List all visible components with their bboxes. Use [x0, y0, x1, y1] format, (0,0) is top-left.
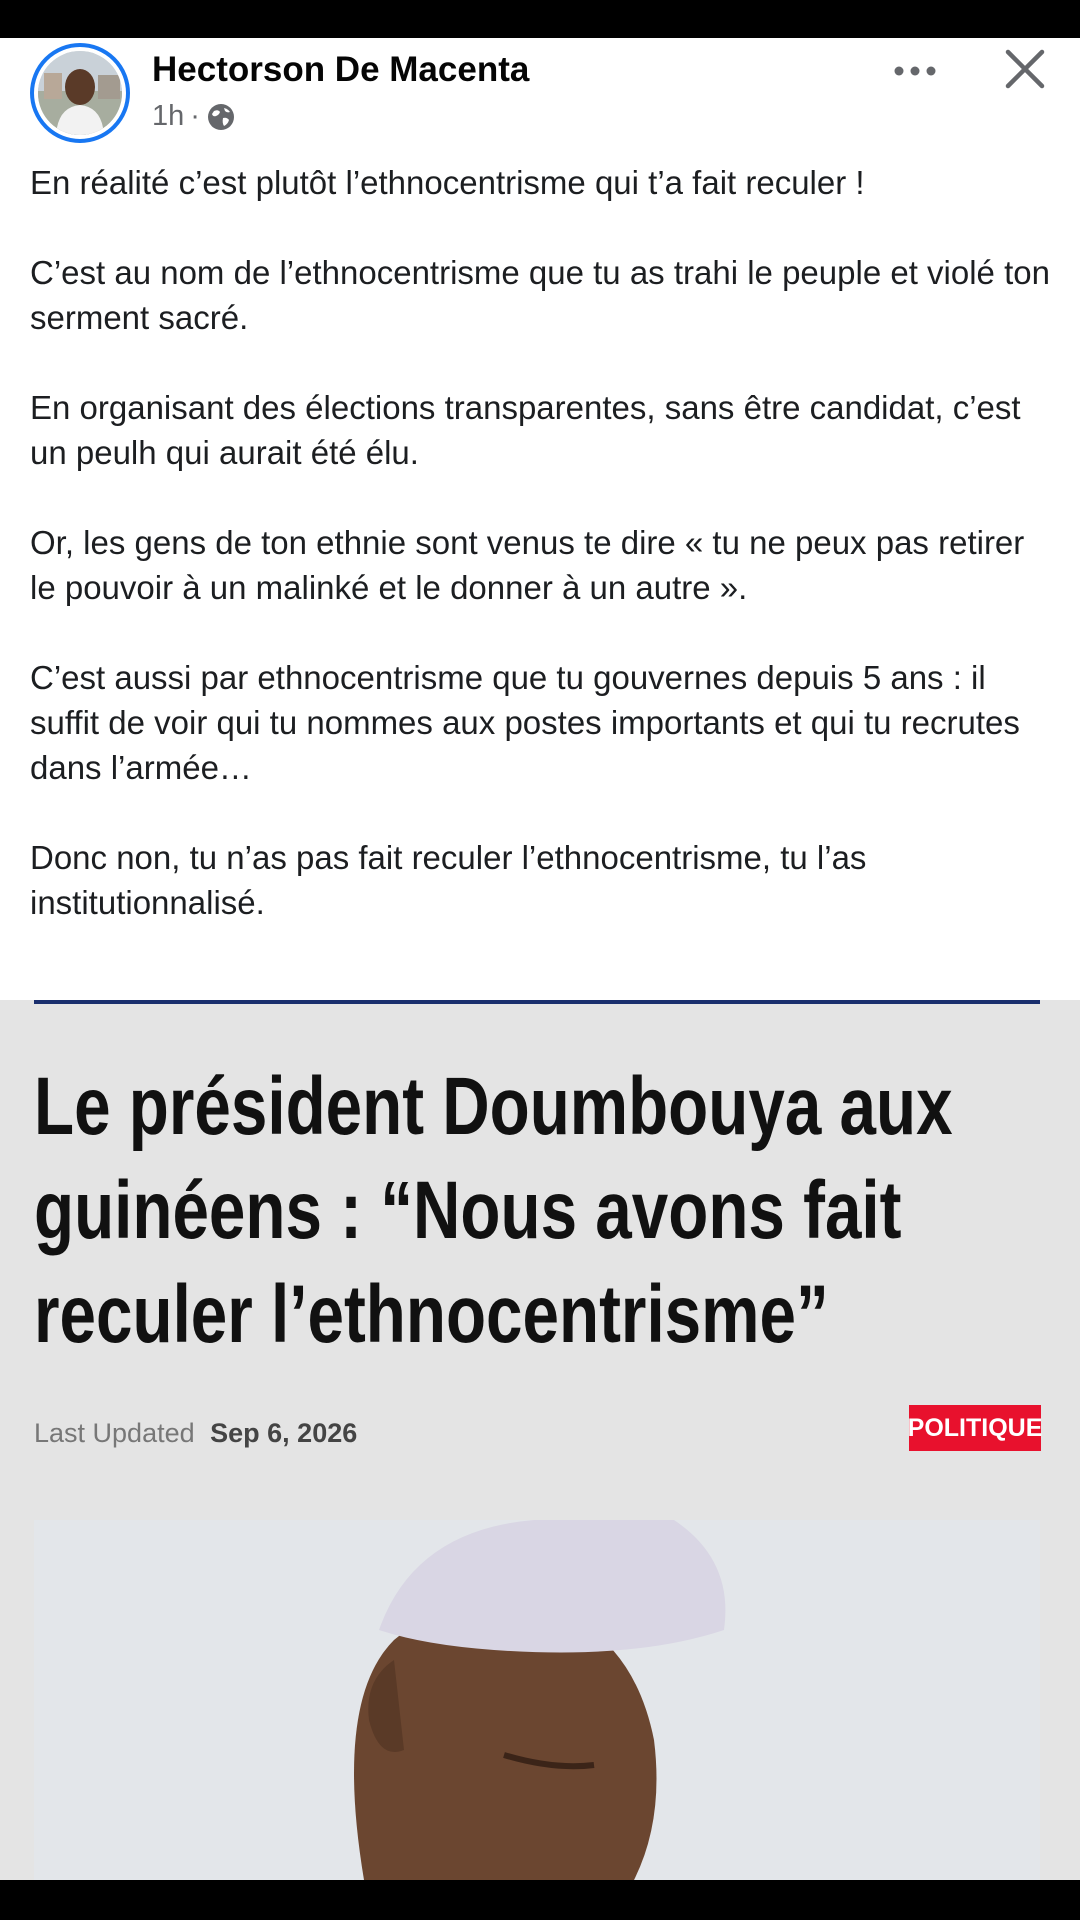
globe-icon: [206, 102, 236, 132]
shared-article-image[interactable]: [0, 1000, 1080, 1880]
post-paragraph: En organisant des élections transparentes, sans être candidat, c’est un peulh qui aurait été élu.: [30, 389, 1021, 471]
post-paragraph: En réalité c’est plutôt l’ethnocentrisme qui t’a fait reculer !: [30, 164, 865, 201]
category-badge: POLITIQUE: [909, 1405, 1041, 1451]
headline-line: reculer l’ethnocentrisme”: [34, 1269, 829, 1360]
post-body: [30, 160, 1050, 970]
avatar-person-graphic: [38, 51, 122, 135]
updated-label: Last Updated: [34, 1418, 195, 1448]
close-button[interactable]: [1002, 46, 1048, 92]
headline-line: Le président Doumbouya aux: [34, 1061, 953, 1152]
author-name[interactable]: Hectorson De Macenta: [152, 50, 530, 89]
navigation-bar: [0, 1880, 1080, 1920]
person-portrait-graphic: [34, 1520, 1040, 1880]
meta-separator: ·: [190, 100, 200, 132]
status-bar: [0, 0, 1080, 38]
article-photo: [34, 1520, 1040, 1880]
post-meta: [152, 100, 236, 133]
post-paragraph: Donc non, tu n’as pas fait reculer l’ethnocentrisme, tu l’as institutionnalisé.: [30, 839, 867, 921]
close-icon: [1002, 46, 1048, 92]
post-paragraph: C’est au nom de l’ethnocentrisme que tu as trahi le peuple et violé ton serment sacré.: [30, 254, 1050, 336]
article-updated: [34, 1418, 357, 1449]
article-headline: [34, 1055, 1044, 1367]
post-time[interactable]: 1h: [152, 100, 185, 132]
post-header: [0, 38, 1080, 148]
author-avatar[interactable]: [30, 43, 130, 143]
post-paragraph: Or, les gens de ton ethnie sont venus te dire « tu ne peux pas retirer le pouvoir à un malinké et le donner à un autre ».: [30, 524, 1025, 606]
more-horizontal-icon: [890, 56, 940, 86]
more-options-button[interactable]: [890, 56, 940, 86]
updated-date: Sep 6, 2026: [210, 1418, 358, 1448]
headline-line: guinéens : “Nous avons fait: [34, 1165, 902, 1256]
article-top-rule: [34, 1000, 1040, 1004]
post-paragraph: C’est aussi par ethnocentrisme que tu gouvernes depuis 5 ans : il suffit de voir qui tu nommes aux postes importants et qui tu recrutes dans l’armée…: [30, 659, 1020, 786]
avatar-photo: [38, 51, 122, 135]
